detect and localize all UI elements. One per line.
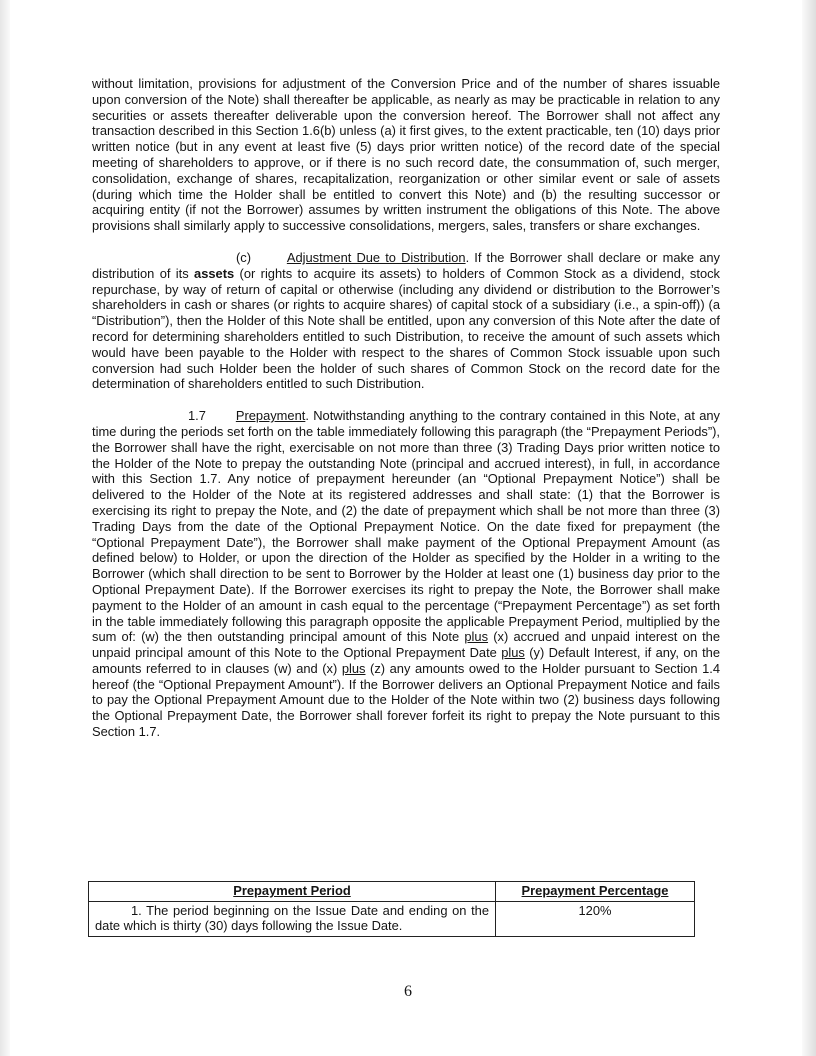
section-1-7-heading: Prepayment (235, 408, 306, 424)
row-percentage: 120% (496, 901, 695, 936)
document-body (92, 76, 720, 740)
page-number: 6 (404, 983, 412, 1000)
row-period: 1. The period beginning on the Issue Date and ending on the date which is thirty (30) days following the Issue Date. (89, 901, 496, 936)
paragraph-continuation: without limitation, provisions for adjustment of the Conversion Price and of the number of shares issuable upon conversion of the Note) shall thereafter be applicable, as nearly as may be practicable in relation to any securities or assets thereafter deliverable upon the conversion hereof. The Borrower shall not affect any transaction described in this Section 1.6(b) unless (a) it first gives, to the extent practicable, ten (10) days prior written notice (but in any event at least five (5) days prior written notice) of the record date of the special meeting of shareholders to approve, or if there is no such record date, the consummation of, such merger, consolidation, exchange of shares, recapitalization, reorganization or other similar event or sale of assets (during which time the Holder shall be entitled to convert this Note) and (b) the resulting successor or acquiring entity (if not the Borrower) assumes by written instrument the obligations of this Note. The above provisions shall similarly apply to successive consolidations, mergers, sales, transfers or share exchanges. (92, 76, 720, 234)
section-1-7-text: (z) any amounts owed to the Holder pursuant to Section 1.4 hereof (the “Optional Prepayment Amount”). If the Borrower delivers an Optional Prepayment Notice and fails to pay the Optional Prepayment Amount due to the Holder of the Note within two (2) business days following the Optional Prepayment Date, the Borrower shall forever forfeit its right to prepay the Note pursuant to this Section 1.7. (92, 660, 721, 740)
table-row (89, 901, 695, 936)
plus-term: plus (341, 660, 366, 676)
table-header-row (89, 882, 695, 902)
section-c-heading: Adjustment Due to Distribution (286, 249, 466, 265)
section-1-7-paragraph (92, 408, 720, 740)
scan-edge-left (0, 0, 10, 1056)
section-1-7-text: (x) accrued and unpaid interest on the unpaid principal amount of this Note to the Optional Prepayment Date (92, 629, 720, 661)
section-1-7-text: . Notwithstanding anything to the contrary contained in this Note, at any time during the periods set forth on the table immediately following this paragraph (the “Prepayment Periods”), the Borrower shall have the right, exercisable on not more than three (3) Trading Days prior written notice to the Holder of the Note to prepay the outstanding Note (principal and accrued interest), in full, in accordance with this Section 1.7. Any notice of prepayment hereunder (an “Optional Prepayment Notice”) shall be delivered to the Holder of the Note at its registered addresses and shall state: (1) that the Borrower is exercising its right to prepay the Note, and (2) the date of prepayment which shall be not more than three (3) Trading Days from the date of the Optional Prepayment Notice. On the date fixed for prepayment (the “Optional Prepayment Date”), the Borrower shall make payment of the Optional Prepayment Amount (as defined below) to Holder, or upon the direction of the Holder as specified by the Holder in a writing to the Borrower (which shall direction to be sent to Borrower by the Holder at least one (1) business day prior to the Optional Prepayment Date). If the Borrower exercises its right to prepay the Note, the Borrower shall make payment to the Holder of an amount in cash equal to the percentage (“Prepayment Percentage”) as set forth in the table immediately following this paragraph opposite the applicable Prepayment Period, multiplied by the sum of: (w) the then outstanding principal amount of this Note (92, 408, 720, 645)
section-1-7-text: (y) Default Interest, if any, on the amounts referred to in clauses (w) and (x) (92, 645, 720, 676)
plus-term: plus (464, 629, 489, 645)
section-c-text-continued: (or rights to acquire its assets) to holders of Common Stock as a dividend, stock repurchase, by way of return of capital or otherwise (including any dividend or distribution to the Borrower’s shareholders in cash or shares (or rights to acquire shares) of capital stock of a subsidiary (i.e., a spin-off)) (a “Distribution”), then the Holder of this Note shall be entitled, upon any conversion of this Note after the date of record for determining shareholders entitled to such Distribution, to receive the amount of such assets which would have been payable to the Holder with respect to the shares of Common Stock issuable upon such conversion had such Holder been the holder of such shares of Common Stock on the record date for the determination of shareholders entitled to such Distribution. (92, 265, 720, 392)
prepayment-table (88, 881, 695, 937)
assets-bold: assets (194, 265, 235, 281)
scan-edge-right (802, 0, 816, 1056)
section-1-7-number: 1.7 (188, 408, 206, 424)
section-c-label: (c) (236, 249, 252, 265)
plus-term: plus (501, 645, 525, 661)
section-c-text: . If the Borrower shall declare or make any distribution of its (92, 249, 720, 281)
section-c-paragraph (92, 250, 720, 392)
header-prepayment-percentage: Prepayment Percentage (496, 882, 695, 902)
header-prepayment-period: Prepayment Period (89, 882, 496, 902)
